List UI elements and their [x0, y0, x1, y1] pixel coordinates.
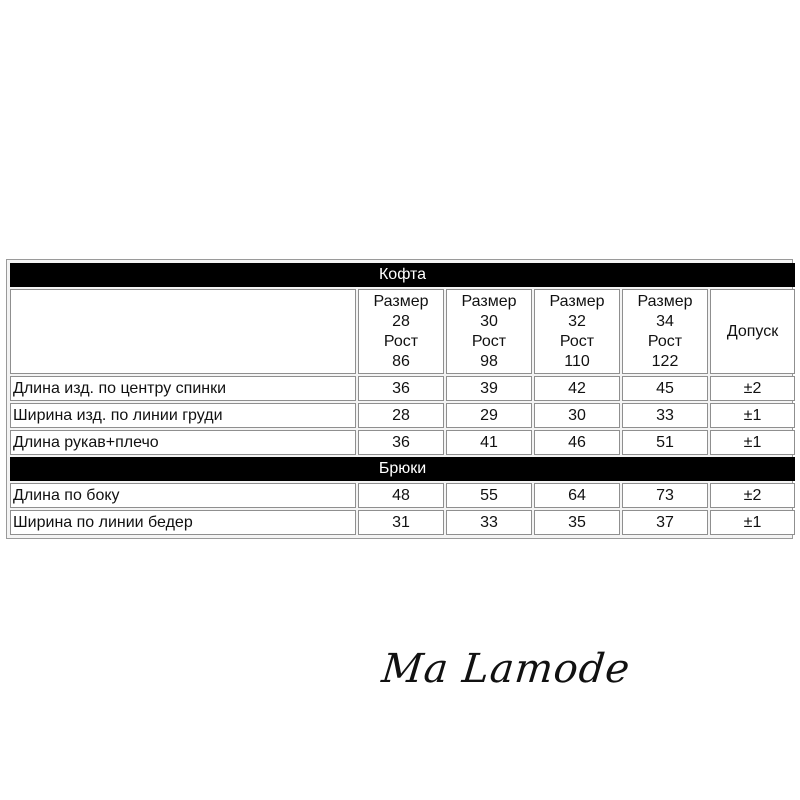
- table-cell: 36: [358, 430, 444, 455]
- table-cell: 41: [446, 430, 532, 455]
- row-label: Длина изд. по центру спинки: [10, 376, 356, 401]
- section-header-bottom: [10, 457, 795, 481]
- table-row: [10, 483, 795, 508]
- table-cell: 39: [446, 376, 532, 401]
- tolerance-cell: ±2: [710, 483, 795, 508]
- table-row: [10, 403, 795, 428]
- row-label: Длина рукав+плечо: [10, 430, 356, 455]
- table-row: [10, 430, 795, 455]
- size-header-28: Размер 28 Рост 86: [358, 289, 444, 374]
- table-cell: 33: [446, 510, 532, 535]
- row-label: Длина по боку: [10, 483, 356, 508]
- tolerance-cell: ±1: [710, 430, 795, 455]
- tolerance-cell: ±2: [710, 376, 795, 401]
- table-cell: 42: [534, 376, 620, 401]
- table-cell: 28: [358, 403, 444, 428]
- table-cell: 45: [622, 376, 708, 401]
- size-header-row: [10, 289, 795, 374]
- tolerance-header: Допуск: [710, 289, 795, 374]
- table-cell: 46: [534, 430, 620, 455]
- tolerance-cell: ±1: [710, 403, 795, 428]
- table-row: [10, 376, 795, 401]
- size-header-32: Размер 32 Рост 110: [534, 289, 620, 374]
- table-cell: 64: [534, 483, 620, 508]
- table-cell: 31: [358, 510, 444, 535]
- table-cell: 55: [446, 483, 532, 508]
- table-cell: 29: [446, 403, 532, 428]
- table-cell: 48: [358, 483, 444, 508]
- table-row: [10, 510, 795, 535]
- table-cell: 30: [534, 403, 620, 428]
- section-title-bryuki: Брюки: [10, 457, 795, 481]
- section-title-kofta: Кофта: [10, 263, 795, 287]
- empty-header-cell: [10, 289, 356, 374]
- table-cell: 36: [358, 376, 444, 401]
- size-header-34: Размер 34 Рост 122: [622, 289, 708, 374]
- table-cell: 35: [534, 510, 620, 535]
- section-header-top: [10, 263, 795, 287]
- table-cell: 73: [622, 483, 708, 508]
- row-label: Ширина изд. по линии груди: [10, 403, 356, 428]
- table-cell: 37: [622, 510, 708, 535]
- table-cell: 51: [622, 430, 708, 455]
- tolerance-cell: ±1: [710, 510, 795, 535]
- size-header-30: Размер 30 Рост 98: [446, 289, 532, 374]
- row-label: Ширина по линии бедер: [10, 510, 356, 535]
- size-chart-table: [6, 259, 793, 539]
- brand-logo: Ma Lamode: [379, 646, 633, 692]
- table-cell: 33: [622, 403, 708, 428]
